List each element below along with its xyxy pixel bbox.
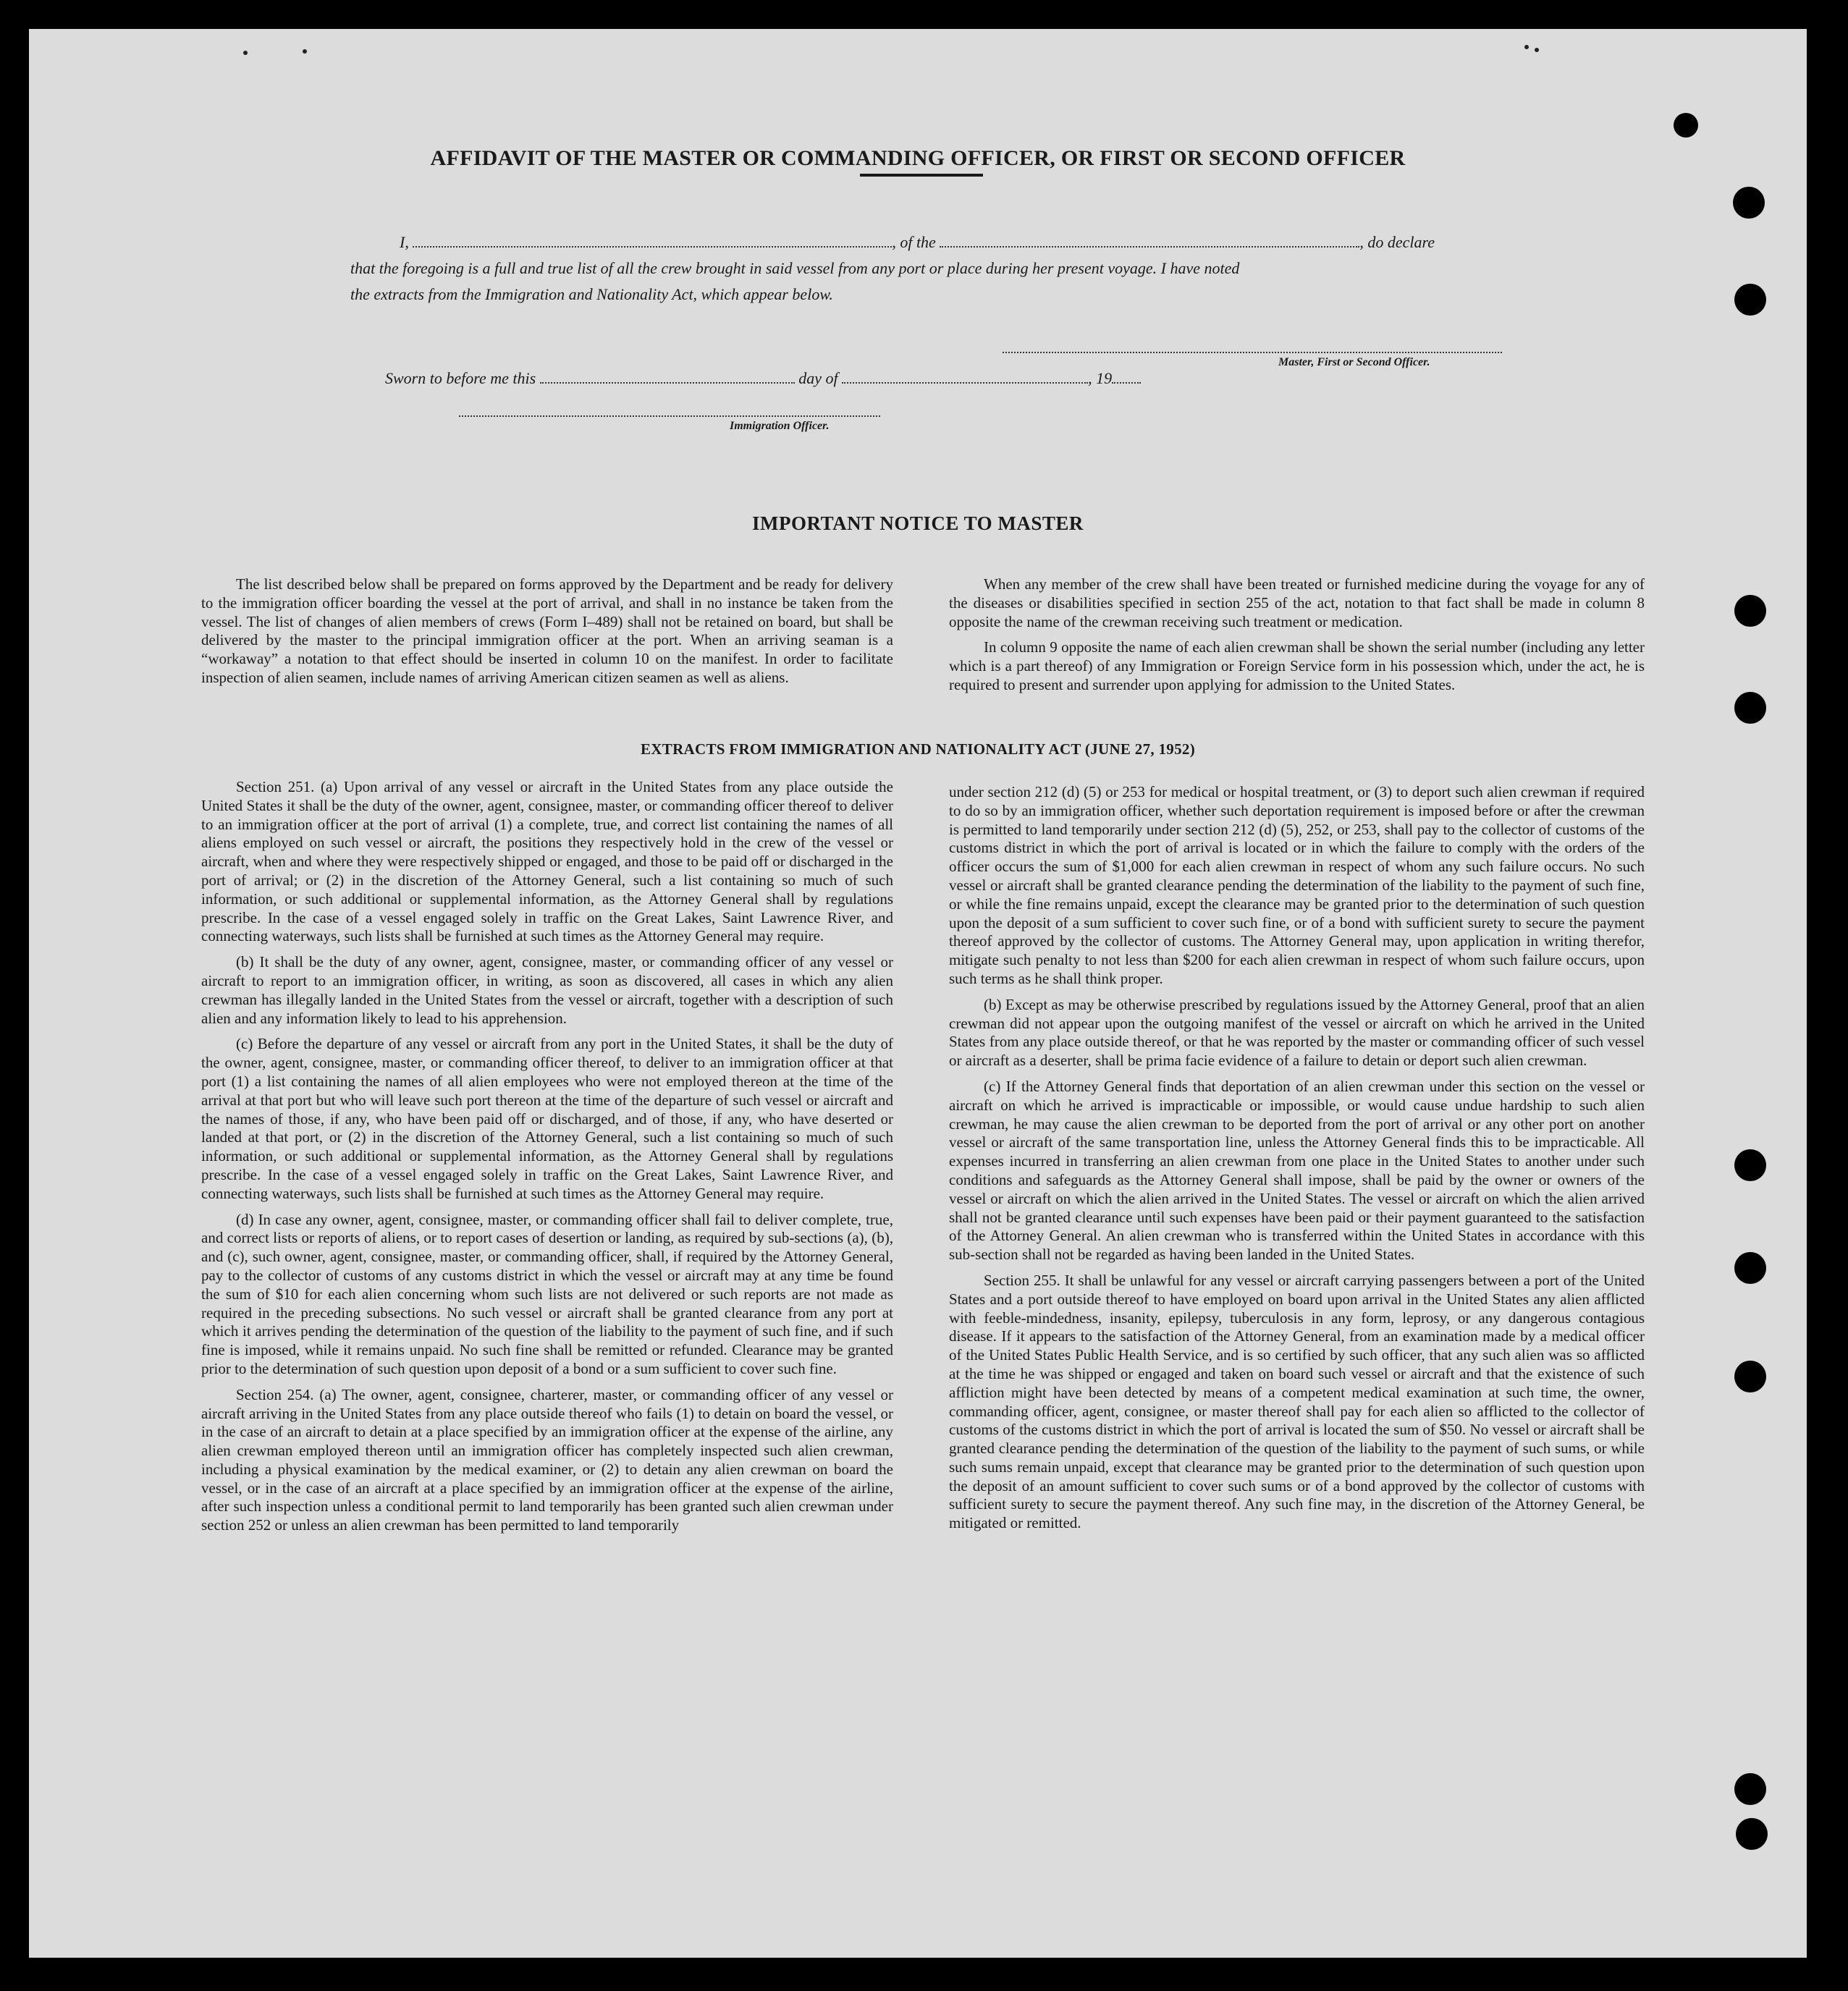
sworn-year-label: , 19 <box>1088 369 1113 387</box>
signature-field[interactable] <box>1003 342 1502 353</box>
declaration-line <box>400 233 1435 252</box>
binder-hole <box>1674 113 1698 138</box>
extracts-title: EXTRACTS FROM IMMIGRATION AND NATIONALITY ACT (JUNE 27, 1952) <box>641 740 1195 758</box>
document-page <box>29 29 1807 1958</box>
notice-right-column <box>949 575 1645 702</box>
speck <box>1535 48 1539 52</box>
declaration-suffix: , do declare <box>1359 233 1435 251</box>
section-251-a: Section 251. (a) Upon arrival of any vessel or aircraft in the United States from any place outside the United States it shall be the duty of the owner, agent, consignee, master, or commanding officer thereof to deliver to an immigration officer at the port of arrival (1) a complete, true, and correct list containing the names of all aliens employed on such vessel or aircraft, the positions they respectively hold in the crew of the vessel or aircraft, when and where they were respectively shipped or engaged, and those to be paid off or discharged in the port of arrival; or (2) in the discretion of the Attorney General, such a list containing so much of such information, or such additional or supplemental information, as the Attorney General shall by regulations prescribe. In the case of a vessel engaged solely in traffic on the Great Lakes, Saint Lawrence River, and connecting waterways, such lists shall be furnished at such times as the Attorney General may require. <box>201 778 893 945</box>
notice-left-column <box>201 575 893 695</box>
extracts-right-column <box>949 783 1645 1540</box>
section-254-a: Section 254. (a) The owner, agent, consignee, charterer, master, or commanding officer of any vessel or aircraft arriving in the United States from any place outside thereof who fails (1) to detain on board the vessel, or in the case of an aircraft to detain at a place specified by an immigration officer at the expense of the airline, any alien crewman employed thereon until an immigration officer has completely inspected such alien crewman, including a physical examination by the medical examiner, or (2) to detain any alien crewman on board the vessel, or in the case of an aircraft at a place specified by an immigration officer at the expense of the airline, after such inspection unless a conditional permit to land temporarily has been granted such alien crewman under section 252 or unless an alien crewman has been permitted to land temporarily <box>201 1385 893 1534</box>
speck <box>303 49 307 54</box>
name-field[interactable] <box>413 236 892 248</box>
binder-hole <box>1734 1361 1766 1392</box>
binder-hole <box>1734 284 1766 316</box>
section-251-b: (b) It shall be the duty of any owner, agent, consignee, master, or commanding officer of any vessel or aircraft to report to an immigration officer, in writing, as soon as discovered, all cases in which any alien crewman has illegally landed in the United States from the vessel or aircraft, together with a description of such alien and any information likely to lead to his apprehension. <box>201 953 893 1027</box>
sworn-prefix: Sworn to before me this <box>385 369 536 387</box>
section-255: Section 255. It shall be unlawful for any vessel or aircraft carrying passengers between a port of the United States and a port outside thereof to have employed on board upon arrival in the United States any alien afflicted with feeble-mindedness, insanity, epilepsy, tuberculosis in any form, leprosy, or any dangerous contagious disease. If it appears to the satisfaction of the Attorney General, from an examination made by a medical officer of the United States Public Health Service, and is so certified by such officer, that any such alien was so afflicted at the time he was shipped or engaged and taken on board such vessel or aircraft and that the existence of such affliction might have been detected by means of a competent medical examination at such time, the owner, commanding officer, agent, consignee, or master thereof shall pay for each alien so afflicted to the collector of customs of the customs district in which the port of arrival is located the sum of $50. No vessel or aircraft shall be granted clearance pending the determination of the question of the liability to the payment of such sums, or while such sums remain unpaid, except that clearance may be granted prior to the determination of such question upon the deposit of an amount sufficient to cover such sums or of a bond approved by the collector of customs with sufficient surety to secure the payment thereof. Any such fine may, in the discretion of the Attorney General, be mitigated or remitted. <box>949 1271 1645 1532</box>
binder-hole <box>1736 1818 1768 1850</box>
sworn-year-field[interactable] <box>1112 372 1141 384</box>
sworn-line <box>385 369 1141 388</box>
sworn-month-field[interactable] <box>842 372 1088 384</box>
binder-hole <box>1734 692 1766 724</box>
declaration-text-1: that the foregoing is a full and true list of all the crew brought in said vessel from any port or place during her present voyage. I have noted <box>350 259 1240 277</box>
binder-hole <box>1734 1252 1766 1284</box>
declaration-middle: , of the <box>892 233 936 251</box>
notice-title: IMPORTANT NOTICE TO MASTER <box>752 512 1084 534</box>
section-254-c: (c) If the Attorney General finds that deportation of an alien crewman under this section on the vessel or aircraft on which he arrived is impracticable or impossible, or would cause undue hardship to such alien crewman, he may cause the alien crewman to be deported from the port of arrival or any other port on another vessel or aircraft of the same transportation line, unless the Attorney General finds this to be impracticable. All expenses incurred in transferring an alien crewman from one place in the United States to another under such conditions and safeguards as the Attorney General shall impose, shall be paid by the owner or owners of the vessel or aircraft on which the alien arrived in the United States. The vessel or aircraft on which the alien arrived shall not be granted clearance until such expenses have been paid or their payment guaranteed to the satisfaction of the Attorney General. An alien crewman who is transferred within the United States in accordance with this sub-section shall not be regarded as having been landed in the United States. <box>949 1077 1645 1264</box>
sworn-day-label: day of <box>798 369 838 387</box>
binder-hole <box>1734 595 1766 627</box>
section-251-c: (c) Before the departure of any vessel or aircraft from any port in the United States, it shall be the duty of the owner, agent, consignee, master, or commanding officer thereof, to deliver to an immigration officer at that port (1) a list containing the names of all alien employees who were not employed thereon at the time of the arrival at that port but who will leave such port thereon at the time of the departure of such vessel or aircraft and the names of those, if any, who have been paid off or discharged, and of those, if any, who have deserted or landed at that port, or (2) in the discretion of the Attorney General, such a list containing so much of such information, or such additional or supplemental information, as the Attorney General shall by regulations prescribe. In the case of a vessel engaged solely in traffic on the Great Lakes, Saint Lawrence River, and connecting waterways, such lists shall be furnished at such times as the Attorney General may require. <box>201 1035 893 1202</box>
notice-paragraph: In column 9 opposite the name of each alien crewman shall be shown the serial number (including any letter which is a part thereof) of any Immigration or Foreign Service form in his possession which, under the act, he is required to present and surrender upon applying for admission to the United States. <box>949 638 1645 693</box>
declaration-prefix: I, <box>400 233 409 251</box>
speck <box>243 51 248 55</box>
speck <box>1524 45 1529 49</box>
section-254-b: (b) Except as may be otherwise prescribed by regulations issued by the Attorney General, proof that an alien crewman did not appear upon the outgoing manifest of the vessel or aircraft on which he arrived in the United States from any place outside thereof, or that he was reported by the master or commanding officer of such vessel or aircraft as a deserter, shall be prima facie evidence of a failure to detain or deport such alien crewman. <box>949 995 1645 1070</box>
notice-paragraph: When any member of the crew shall have been treated or furnished medicine during the voyage for any of the diseases or disabilities specified in section 255 of the act, notation to that fact shall be made in column 8 opposite the name of the crewman receiving such treatment or medication. <box>949 575 1645 630</box>
affidavit-title: AFFIDAVIT OF THE MASTER OR COMMANDING OFFICER, OR FIRST OR SECOND OFFICER <box>430 146 1406 170</box>
sworn-day-field[interactable] <box>540 372 795 384</box>
binder-hole <box>1734 1149 1766 1181</box>
title-divider <box>860 174 983 177</box>
section-254-a-continued: under section 212 (d) (5) or 253 for medical or hospital treatment, or (3) to deport such alien crewman if required to do so by an immigration officer, whether such deportation requirement is imposed before or after the crewman is permitted to land temporarily under section 212 (d) (5), 252, or 253, shall pay to the collector of customs of the customs district in which the port of arrival is located or in which the failure to comply with the orders of the officer occurs the sum of $1,000 for each alien crewman in respect of whom any such failure occurs. No such vessel or aircraft shall be granted clearance pending the determination of the liability to the payment of such fine, or while the fine remains unpaid, except the clearance may be granted prior to the determination of such question upon the deposit of a sum sufficient to cover such fine, or of a bond with sufficient surety to secure the payment thereof approved by the collector of customs. The Attorney General may, upon application in writing therefor, mitigate such penalty to not less than $200 for each alien crewman in respect of whom such failure occurs, upon such terms as he shall think proper. <box>949 783 1645 987</box>
signature-label: Master, First or Second Officer. <box>1278 356 1430 368</box>
vessel-field[interactable] <box>940 236 1359 248</box>
extracts-left-column <box>201 778 893 1542</box>
section-251-d: (d) In case any owner, agent, consignee, master, or commanding officer shall fail to deliver complete, true, and correct lists or reports of aliens, or to report cases of desertion or landing, as required by sub-sections (a), (b), and (c), such owner, agent, consignee, master, or commanding officer, shall, if required by the Attorney General, pay to the collector of customs of any customs district in which the vessel or aircraft may at any time be found the sum of $10 for each alien concerning whom such lists are not delivered or such reports are not made as required in the preceding subsections. No such vessel or aircraft shall be granted clearance from any port at which it arrives pending the determination of the question of the liability to the payment of such fine, and if such fine is imposed, while it remains unpaid. No such fine shall be remitted or refunded. Clearance may be granted prior to the determination of such question upon deposit of a bond or a sum sufficient to cover such fine. <box>201 1210 893 1377</box>
officer-label: Immigration Officer. <box>730 420 830 432</box>
officer-signature-field[interactable] <box>459 405 880 417</box>
notice-paragraph: The list described below shall be prepared on forms approved by the Department and be ready for delivery to the immigration officer boarding the vessel at the port of arrival, and shall in no instance be taken from the vessel. The list of changes of alien members of crews (Form I–489) shall not be retained on board, but shall be delivered by the master to the principal immigration officer at the port. When an arriving seaman is a “workaway” a notation to that effect should be inserted in column 10 on the manifest. In order to facilitate inspection of alien seamen, include names of arriving American citizen seamen as well as aliens. <box>201 575 893 686</box>
binder-hole <box>1734 1773 1766 1805</box>
binder-hole <box>1733 187 1765 219</box>
declaration-text-2: the extracts from the Immigration and Nationality Act, which appear below. <box>350 285 833 303</box>
